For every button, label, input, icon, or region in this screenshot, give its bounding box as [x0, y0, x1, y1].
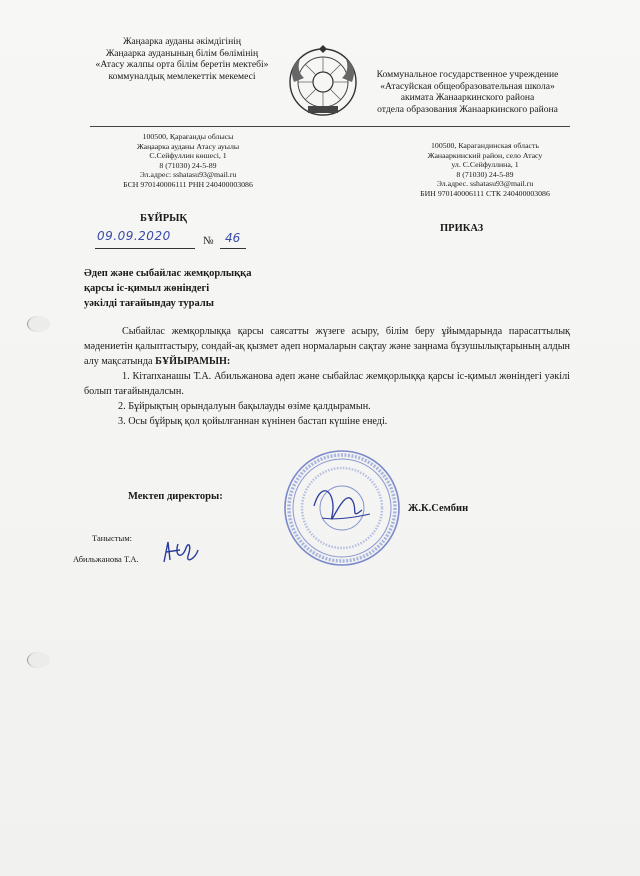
- subject-line: қарсы іс-қимыл жөніндегі: [84, 283, 210, 294]
- order-number-handwritten: 46: [225, 231, 241, 245]
- acquainted-name: Абильжанова Т.А.: [73, 554, 139, 564]
- header-right-line: акимата Жанааркинского района: [400, 92, 535, 103]
- header-right-line: Коммунальное государственное учреждение: [376, 69, 559, 80]
- punch-hole: [27, 652, 50, 668]
- intro-paragraph: [84, 324, 570, 369]
- address-line: Эл.адрес. sshatasu93@mail.ru: [436, 179, 534, 189]
- director-name: Ж.К.Сембин: [408, 503, 469, 514]
- punch-hole: [27, 316, 50, 332]
- header-left-line: Жаңаарка ауданы әкімдігінің: [122, 36, 242, 47]
- header-right-line: отдела образования Жанааркинского района: [377, 103, 558, 115]
- address-line: 8 (71030) 24-5-89: [456, 169, 514, 179]
- number-underline: [220, 248, 246, 249]
- address-left: [98, 132, 278, 190]
- order-body: [84, 324, 570, 429]
- order-date-handwritten: 09.09.2020: [97, 229, 171, 243]
- decree-word: БҰЙЫРАМЫН:: [155, 356, 231, 367]
- header-left-line: Жаңаарка ауданының білім бөлімінің: [105, 47, 259, 59]
- order-title-ru: ПРИКАЗ: [440, 223, 484, 234]
- subject-line: уәкілді тағайындау туралы: [84, 298, 214, 309]
- header-left-line: коммуналдық мемлекеттік мекемесі: [108, 70, 256, 82]
- order-item-1: 1. Кітапханашы Т.А. Абильжанова әдеп және сыбайлас жемқорлыққа қарсы іс-қимыл жөніндегі уәкілі болып тағайындалсын.: [84, 371, 570, 397]
- address-right: [400, 141, 570, 199]
- acquaintance-signature: [158, 536, 202, 570]
- address-line: БСН 970140006111 РНН 240400003086: [123, 179, 253, 189]
- address-line: БИН 970140006111 СТК 240400003086: [420, 188, 550, 198]
- director-label: Мектеп директоры:: [128, 491, 223, 502]
- address-line: ул. С.Сейфуллина, 1: [451, 160, 519, 170]
- intro-text: Сыбайлас жемқорлыққа қарсы саясатты жүзеге асыру, білім беру ұйымдарында парасаттылық мәдениетін қалыптастыру, сондай-ақ қызмет әдеп нормаларын сақтау және заңнама бұзушылықтарының алдын алу мақсатында: [84, 326, 570, 367]
- acquainted-label: Таныстым:: [92, 533, 132, 543]
- address-line: Жанааркинский район, село Атасу: [427, 150, 543, 160]
- date-underline: [95, 248, 195, 249]
- address-line: 8 (71030) 24-5-89: [159, 160, 217, 170]
- order-number-label: №: [203, 235, 214, 247]
- address-line: Жаңаарка ауданы Атасу ауылы: [136, 141, 240, 151]
- order-item-3: 3. Осы бұйрық қол қойылғаннан күнінен бастап күшіне енеді.: [118, 416, 388, 427]
- address-line: Эл.адрес: sshatasu93@mail.ru: [139, 170, 237, 180]
- address-line: 100500, Карагандинская область: [431, 141, 539, 150]
- address-line: 100500, Қарағанды облысы: [142, 132, 234, 141]
- state-emblem-icon: [286, 45, 360, 119]
- header-right-line: «Атасуйская общеобразовательная школа»: [380, 80, 555, 92]
- address-line: С.Сейфуллин көшесі, 1: [149, 151, 227, 161]
- header-divider: [90, 126, 570, 127]
- order-title-kz: БҰЙРЫҚ: [140, 213, 188, 224]
- order-item-2: 2. Бұйрықтың орындалуын бақылауды өзіме қалдырамын.: [118, 401, 371, 412]
- round-seal-stamp: [282, 448, 402, 568]
- header-left-kz: [78, 36, 286, 82]
- header-left-line: «Атасу жалпы орта білім беретін мектебі»: [95, 59, 269, 70]
- subject-line: Әдеп және сыбайлас жемқорлыққа: [84, 268, 252, 279]
- header-right-ru: [360, 69, 575, 115]
- order-subject: [84, 266, 251, 311]
